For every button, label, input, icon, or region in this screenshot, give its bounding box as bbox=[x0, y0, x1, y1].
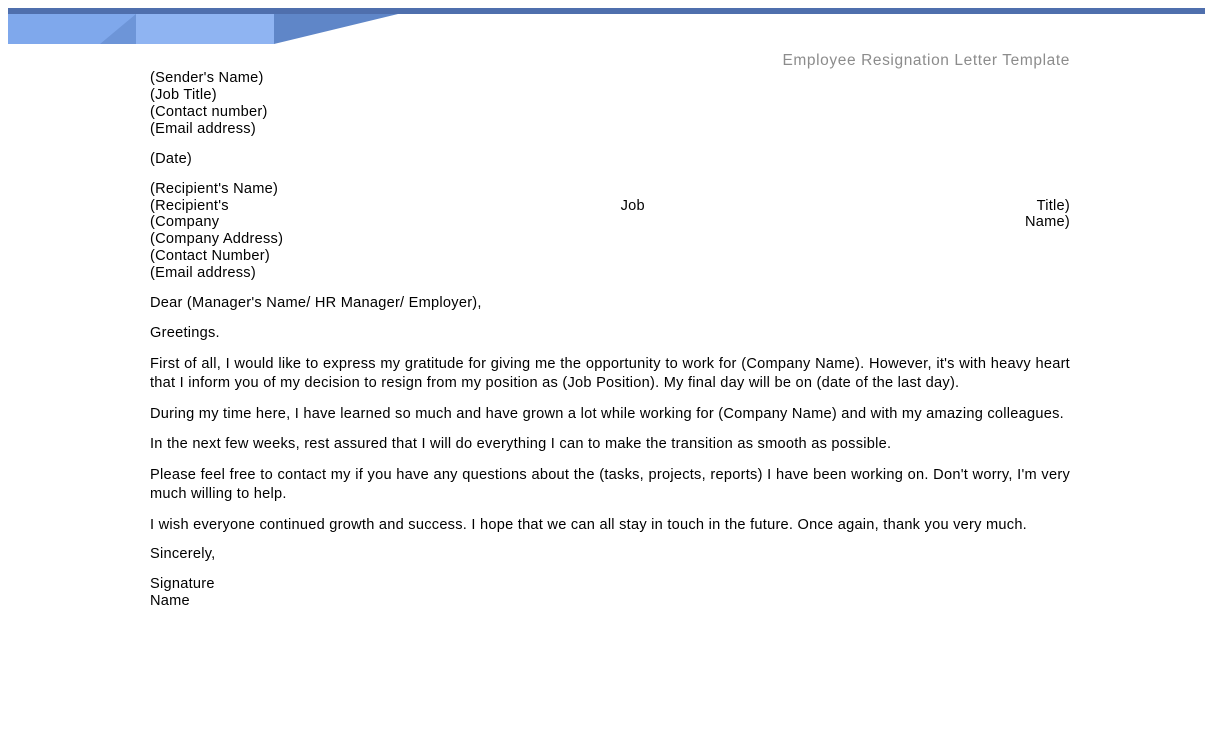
sender-block bbox=[150, 70, 1070, 138]
paragraph-1: First of all, I would like to express my gratitude for giving me the opportunity to work for (Company Name). However, it's with heavy heart that I inform you of my decision to resign from my position as (Job Position). My final day will be on (date of the last day). bbox=[150, 355, 1070, 392]
paragraph-3: In the next few weeks, rest assured that I will do everything I can to make the transition as smooth as possible. bbox=[150, 436, 892, 453]
salutation-line: Dear (Manager's Name/ HR Manager/ Employer), bbox=[150, 295, 482, 312]
header-wedge-right bbox=[274, 14, 398, 44]
header-block-middle bbox=[136, 14, 274, 44]
signature-label: Signature bbox=[150, 576, 215, 593]
signature-block bbox=[150, 576, 1070, 610]
paragraph-2: During my time here, I have learned so much and have grown a lot while working for (Company Name) and with my amazing colleagues. bbox=[150, 405, 1064, 422]
recipient-contact-line: (Contact Number) bbox=[150, 248, 270, 265]
recipient-company-right: Name) bbox=[1024, 214, 1070, 231]
greeting-line: Greetings. bbox=[150, 325, 220, 342]
salutation-block bbox=[150, 295, 1070, 312]
recipient-company-line bbox=[150, 214, 1070, 231]
recipient-job-title-center: Job bbox=[620, 197, 645, 214]
paragraph-4: Please feel free to contact my if you have any questions about the (tasks, projects, reports) I have been working on. Don't worry, I'm very much willing to help. bbox=[150, 466, 1070, 503]
recipient-block bbox=[150, 181, 1070, 283]
sender-name-line: (Sender's Name) bbox=[150, 70, 264, 86]
letter-body bbox=[150, 70, 1070, 610]
name-label: Name bbox=[150, 593, 190, 610]
recipient-name-line: (Recipient's Name) bbox=[150, 180, 279, 197]
date-block bbox=[150, 151, 1070, 168]
sender-job-title-line: (Job Title) bbox=[150, 86, 217, 103]
sender-email-line: (Email address) bbox=[150, 120, 256, 137]
recipient-job-title-right: Title) bbox=[1036, 197, 1070, 214]
closing-line: Sincerely, bbox=[150, 546, 216, 563]
recipient-job-title-left: (Recipient's bbox=[150, 197, 229, 214]
recipient-company-left: (Company bbox=[150, 214, 220, 231]
greeting-block bbox=[150, 325, 1070, 342]
date-line: (Date) bbox=[150, 150, 193, 167]
paragraph-5: I wish everyone continued growth and success. I hope that we can all stay in touch in the future. Once again, thank you very much. bbox=[150, 516, 1027, 533]
recipient-job-title-line bbox=[150, 198, 1070, 215]
closing-block bbox=[150, 546, 1070, 563]
recipient-address-line: (Company Address) bbox=[150, 231, 284, 248]
recipient-email-line: (Email address) bbox=[150, 265, 256, 282]
document-title: Employee Resignation Letter Template bbox=[782, 52, 1070, 69]
header-decoration bbox=[0, 0, 1220, 50]
sender-contact-line: (Contact number) bbox=[150, 103, 268, 120]
